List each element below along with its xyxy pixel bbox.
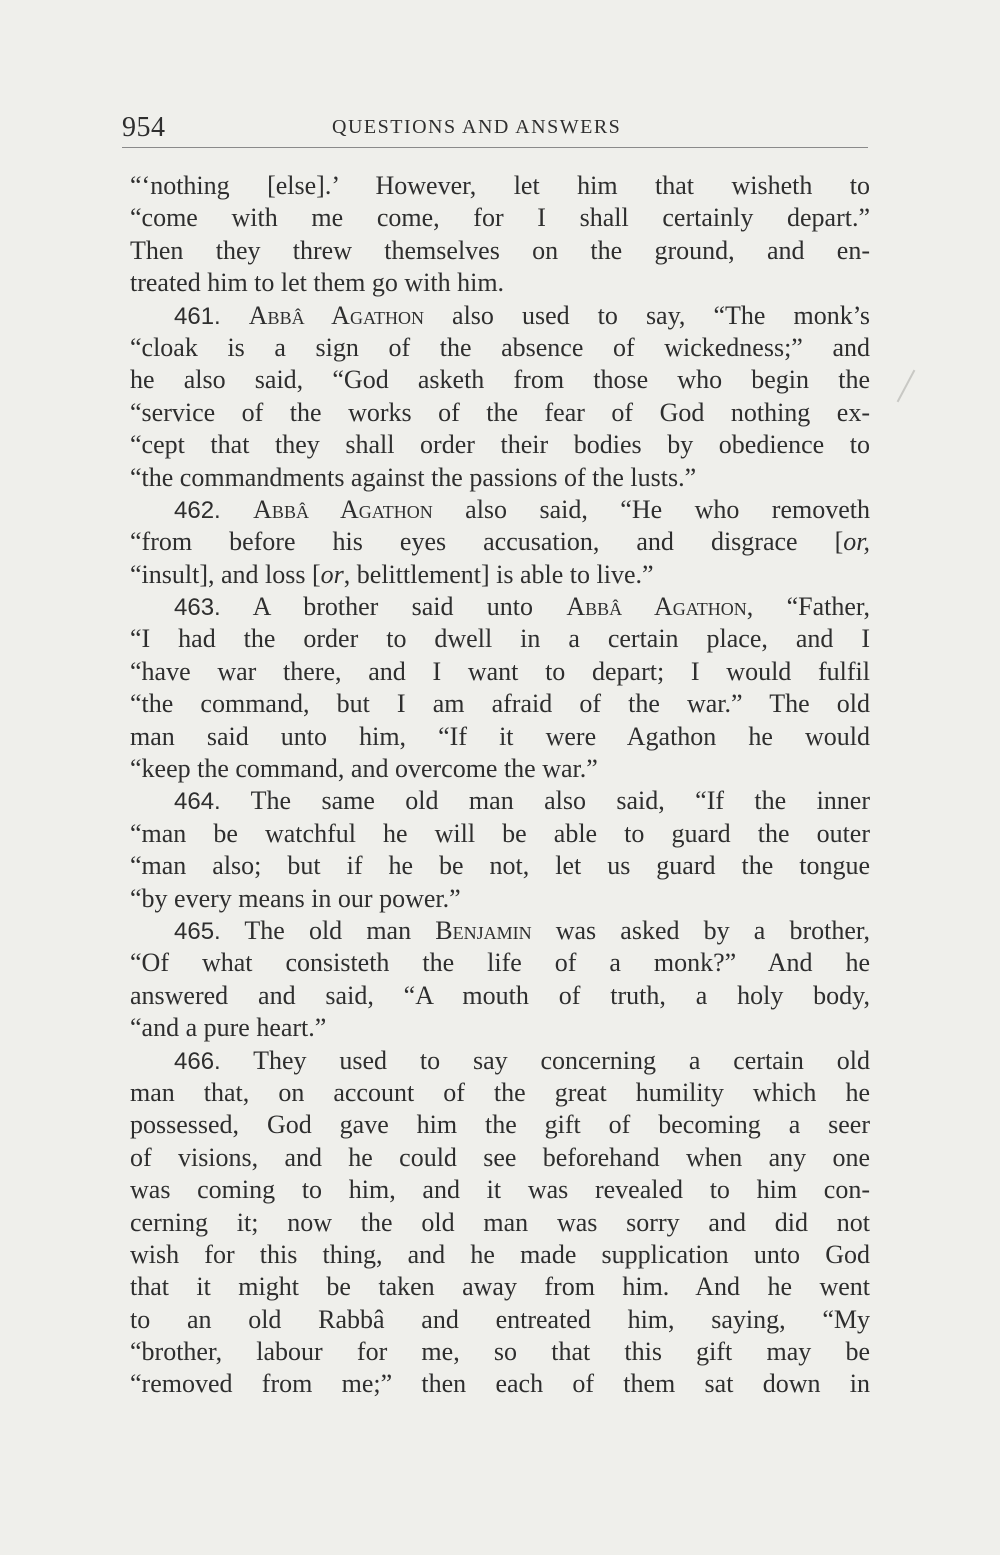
text-line: treated him to let them go with him. bbox=[130, 268, 505, 298]
page-number: 954 bbox=[122, 112, 166, 143]
person-name: Abbâ Agathon bbox=[248, 300, 424, 330]
text-line: “man be watchful he will be able to guard the outer bbox=[130, 818, 870, 848]
text-line: “man also; but if he be not, let us guard the tongue bbox=[130, 851, 870, 881]
text-line: “brother, labour for me, so that this gift may be bbox=[130, 1337, 870, 1367]
text-span: “insult], and loss [ bbox=[130, 559, 321, 589]
paragraph-number: 466. bbox=[174, 1047, 221, 1075]
text-line: “the commandments against the passions of the lusts.” bbox=[130, 462, 697, 492]
text-line: man said unto him, “If it were Agathon he would bbox=[130, 721, 870, 751]
text-line: wish for this thing, and he made supplication unto God bbox=[130, 1239, 870, 1269]
person-name: Benjamin bbox=[435, 915, 532, 945]
paragraph-462-start bbox=[130, 494, 870, 526]
text-line: “cloak is a sign of the absence of wickedness;” and bbox=[130, 332, 870, 362]
text-line: answered and said, “A mouth of truth, a holy body, bbox=[130, 980, 870, 1010]
text-span: also used to say, “The monk’s bbox=[452, 300, 871, 330]
text-span: The old man bbox=[244, 915, 412, 945]
paragraph-number: 461. bbox=[174, 302, 221, 330]
text-line: man that, on account of the great humility which he bbox=[130, 1077, 870, 1107]
text-line: “cept that they shall order their bodies by obedience to bbox=[130, 430, 870, 460]
text-line: of visions, and he could see beforehand when any one bbox=[130, 1142, 870, 1172]
paragraph-number: 463. bbox=[174, 594, 221, 622]
text-line bbox=[130, 526, 870, 558]
header-rule bbox=[122, 147, 868, 148]
text-span: “Father, bbox=[786, 592, 871, 622]
text-line: cerning it; now the old man was sorry and did not bbox=[130, 1207, 870, 1237]
text-line: that it might be taken away from him. And he went bbox=[130, 1272, 870, 1302]
paragraph-466-start bbox=[130, 1045, 870, 1077]
paragraph-465-start bbox=[130, 915, 870, 947]
text-line: “Of what consisteth the life of a monk?” And he bbox=[130, 948, 870, 978]
text-line: to an old Rabbâ and entreated him, saying, “My bbox=[130, 1304, 870, 1334]
text-line: “removed from me;” then each of them sat down in bbox=[130, 1369, 870, 1399]
text-line: “and a pure heart.” bbox=[130, 1013, 327, 1043]
text-span: “from before his eyes accusation, and disgrace [ bbox=[130, 527, 844, 557]
text-span: was asked by a brother, bbox=[555, 915, 870, 945]
paragraph-464-start bbox=[130, 785, 870, 817]
paragraph-463-start bbox=[130, 591, 870, 623]
text-line: “have war there, and I want to depart; I would fulfil bbox=[130, 656, 870, 686]
paragraph-number: 465. bbox=[174, 917, 221, 945]
body-text bbox=[130, 170, 870, 1401]
text-line bbox=[130, 559, 870, 591]
italic-word: or bbox=[320, 559, 344, 589]
text-line: possessed, God gave him the gift of becoming a seer bbox=[130, 1110, 870, 1140]
paragraph-number: 462. bbox=[174, 496, 221, 524]
text-line: he also said, “God asketh from those who begin the bbox=[130, 365, 870, 395]
running-head: QUESTIONS AND ANSWERS bbox=[332, 116, 622, 138]
text-span: also said, “He who removeth bbox=[465, 494, 870, 524]
person-name: Abbâ Agathon bbox=[253, 494, 433, 524]
text-line: “the command, but I am afraid of the war.” The old bbox=[130, 689, 870, 719]
italic-word: or, bbox=[843, 527, 870, 557]
text-span: A brother said unto bbox=[252, 592, 534, 622]
text-line: “service of the works of the fear of God nothing ex- bbox=[130, 397, 870, 427]
text-line: “‘nothing [else].’ However, let him that wisheth to bbox=[130, 171, 870, 200]
text-line: Then they threw themselves on the ground, and en- bbox=[130, 235, 870, 265]
text-line: “I had the order to dwell in a certain place, and I bbox=[130, 624, 870, 654]
margin-mark bbox=[897, 370, 916, 403]
text-line: “come with me come, for I shall certainly depart.” bbox=[130, 203, 870, 233]
text-line: “keep the command, and overcome the war.” bbox=[130, 754, 598, 784]
text-line: “by every means in our power.” bbox=[130, 883, 461, 913]
paragraph-461-start bbox=[130, 300, 870, 332]
text-span: , belittlement] is able to live.” bbox=[343, 559, 654, 589]
person-name: Abbâ Agathon, bbox=[566, 592, 754, 622]
text-span: They used to say concerning a certain old bbox=[253, 1045, 871, 1075]
page-header bbox=[122, 108, 868, 148]
paragraph-number: 464. bbox=[174, 788, 221, 816]
text-span: The same old man also said, “If the inner bbox=[250, 786, 871, 816]
text-line: was coming to him, and it was revealed to him con- bbox=[130, 1175, 870, 1205]
